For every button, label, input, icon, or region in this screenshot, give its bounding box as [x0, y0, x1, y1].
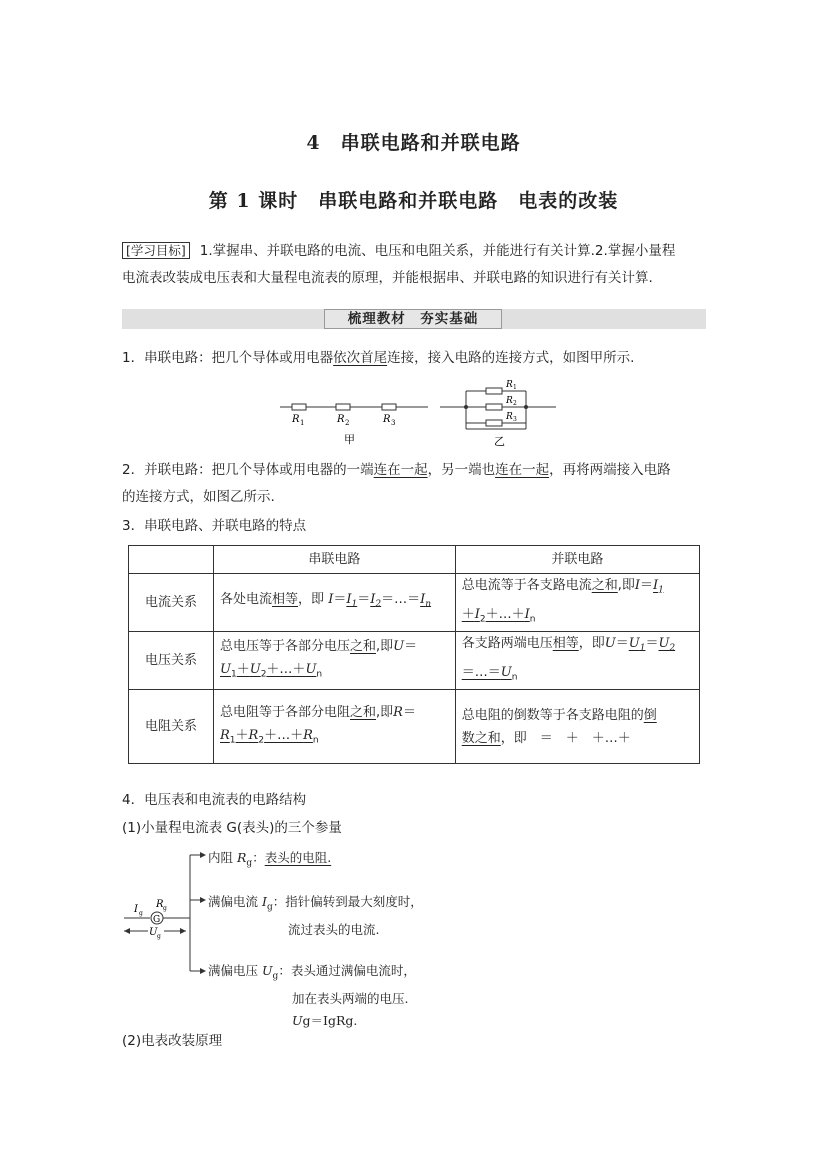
- table-header-blank: [129, 546, 214, 574]
- section-title: 4 串联电路和并联电路: [306, 132, 521, 154]
- series-resistance-formula: $R_1+R_2+\dots+R_n$: [220, 728, 319, 746]
- series-resistance-blank: 之和: [350, 705, 377, 721]
- galv-u-label: U: [149, 927, 158, 938]
- series-voltage-suffix: ,即: [376, 638, 394, 654]
- branch1-symbol: R: [237, 850, 247, 865]
- series-current-text: 各处电流: [220, 592, 273, 608]
- table-row-current: [129, 574, 700, 632]
- series-voltage-blank: 之和: [350, 638, 377, 654]
- galv-i-label: I: [134, 904, 138, 915]
- item2-blank2: 连在一起: [495, 462, 550, 478]
- objectives-line1: 1.掌握串、并联电路的电流、电压和电阻关系，并能进行有关计算.2.掌握小量程: [199, 243, 676, 259]
- series-resistor-3: [382, 404, 396, 410]
- branch3-desc2: 加在表头两端的电压.: [292, 990, 409, 1006]
- branch-internal-resistance: 内阻 $R_g$：表头的电阻.: [208, 850, 332, 869]
- item-series-circuit: [122, 345, 712, 372]
- series-voltage-text: 总电压等于各部分电压: [220, 638, 351, 654]
- cell-parallel-resistance: [455, 690, 699, 764]
- series-circuit-diagram: [280, 395, 430, 450]
- item-parallel-circuit: [122, 457, 712, 511]
- series-r3-label: R: [383, 414, 391, 425]
- galv-arrow-right-icon: [180, 928, 186, 934]
- cell-parallel-current: 总电流等于各支路电流之和,即$I=I_1$ $+I_2+\dots+I_n$: [455, 574, 699, 632]
- parallel-current-formula: I: [634, 578, 641, 593]
- objectives-line2: 电流表改装成电压表和大量程电流表的原理，并能根据串、并联电路的知识进行有关计算.: [122, 270, 653, 286]
- parallel-resistance-blank-b: 数之和: [461, 730, 501, 746]
- parallel-voltage-formula: $=\dots=U_n$: [461, 664, 518, 683]
- parallel-r1-label: R: [506, 380, 513, 390]
- galv-u-sub: g: [157, 933, 161, 940]
- branch1-label: 内阻: [208, 850, 234, 865]
- cell-parallel-voltage: 各支路两端电压相等，即$U=U_1=U_2$ $=\dots=U_n$: [455, 632, 699, 690]
- row-label-voltage: 电压关系: [129, 632, 214, 690]
- objectives-label: [学习目标]: [122, 242, 190, 259]
- item2-line2: 的连接方式，如图乙所示.: [122, 489, 275, 505]
- bracket-arrow-3-icon: [200, 968, 206, 974]
- item2-blank1: 连在一起: [373, 462, 428, 478]
- branch2-symbol: I: [262, 894, 267, 909]
- galv-arrow-left-icon: [124, 928, 130, 934]
- item2-p3: ，再将两端接入电路: [549, 462, 671, 478]
- parallel-r2-label: R: [506, 396, 513, 406]
- series-current-blank: 相等: [272, 592, 299, 608]
- banner-label: 梳理教材 夯实基础: [324, 309, 502, 329]
- galv-meter-label: G: [153, 915, 161, 925]
- cell-series-resistance: 总电阻等于各部分电阻之和,即R＝ $R_1+R_2+\dots+R_n$: [214, 690, 456, 764]
- parallel-resistance-suffix: ，即 ＝ ＋ ＋…＋: [500, 730, 631, 746]
- series-r2-sub: 2: [345, 419, 350, 427]
- series-r3-sub: 3: [391, 419, 396, 427]
- section-banner: [122, 309, 706, 329]
- parallel-voltage-suffix: ，即: [578, 636, 605, 652]
- series-resistance-suffix: ,即: [376, 705, 394, 721]
- parallel-voltage-blank: 相等: [552, 636, 579, 652]
- series-current-formula: I: [328, 592, 334, 608]
- item2-p2: ，另一端也: [427, 462, 496, 478]
- formula-symbol: U: [292, 1012, 303, 1028]
- item-galvanometer-params: (1)小量程电流表 G(表头)的三个参量: [122, 820, 342, 836]
- table-row-voltage: [129, 632, 700, 690]
- table-header-parallel: 并联电路: [455, 546, 699, 574]
- series-current-suffix: ，即: [298, 592, 325, 608]
- bracket-arrow-2-icon: [200, 897, 206, 903]
- parallel-r2-sub: 2: [513, 400, 517, 407]
- item-meter-conversion: (2)电表改装原理: [122, 1033, 223, 1049]
- branch1-sub: g: [246, 858, 253, 869]
- parallel-circuit-diagram: [440, 377, 560, 449]
- item1-blank: 依次首尾: [333, 350, 388, 366]
- cell-series-current: 各处电流相等，即 $I=I_1=I_2=\dots=I_n$: [214, 574, 456, 632]
- branch3-sub: g: [272, 971, 279, 982]
- table-header-series: 串联电路: [214, 546, 456, 574]
- series-voltage-formula: $U_1+U_2+\dots+U_n$: [220, 661, 323, 680]
- branch2-sub: g: [266, 902, 273, 913]
- item-meter-structure: 4．电压表和电流表的电路结构: [122, 792, 307, 808]
- series-resistor-1: [292, 404, 306, 410]
- item1-suffix: 连接，接入电路的连接方式，如图甲所示.: [387, 350, 635, 366]
- parallel-resistor-3: [486, 420, 502, 426]
- learning-objectives: [122, 237, 712, 292]
- parallel-resistor-2: [486, 404, 502, 410]
- series-caption: 甲: [344, 433, 355, 446]
- branch-full-scale-voltage: 满偏电压 $U_g$：表头通过满偏电流时， 加在表头两端的电压. Ug＝IgRg.: [208, 960, 416, 1032]
- row-label-resistance: 电阻关系: [129, 690, 214, 764]
- parallel-r1-sub: 1: [513, 384, 517, 391]
- item-characteristics: 3．串联电路、并联电路的特点: [122, 518, 307, 534]
- branch3-label: 满偏电压: [208, 963, 259, 978]
- branch3-symbol: U: [262, 963, 273, 978]
- item1-prefix: 1．串联电路：把几个导体或用电器: [122, 350, 334, 366]
- series-resistance-text: 总电阻等于各部分电阻: [220, 705, 351, 721]
- circuit-comparison-table: [128, 545, 700, 764]
- branch3-desc1: 表头通过满偏电流时，: [290, 963, 416, 978]
- parallel-r3-label: R: [506, 412, 513, 422]
- table-header-row: [129, 546, 700, 574]
- branch2-desc2: 流过表头的电流.: [288, 921, 380, 937]
- bracket-arrow-1-icon: [200, 852, 206, 858]
- branch-full-scale-current: 满偏电流 $I_g$：指针偏转到最大刻度时， 流过表头的电流.: [208, 891, 423, 941]
- table-row-resistance: [129, 690, 700, 764]
- parallel-resistance-text: 总电阻的倒数等于各支路电阻的: [461, 707, 644, 723]
- formula-rest: g＝IgRg.: [302, 1012, 358, 1028]
- galv-r-label: R: [156, 899, 164, 910]
- series-r2-label: R: [337, 414, 345, 425]
- parallel-resistance-blank-a: 倒: [643, 707, 657, 723]
- parallel-caption: 乙: [494, 435, 505, 448]
- parallel-r3-sub: 3: [513, 416, 517, 423]
- galv-r-sub: g: [163, 905, 167, 912]
- parallel-current-text: 总电流等于各支路电流: [461, 578, 592, 593]
- parallel-current-blank: 之和: [591, 578, 618, 593]
- branch1-desc: 表头的电阻.: [264, 850, 332, 865]
- row-label-current: 电流关系: [129, 574, 214, 632]
- galv-i-sub: g: [139, 910, 143, 917]
- parallel-current-suffix: ,即: [617, 578, 635, 593]
- series-r1-sub: 1: [300, 419, 305, 427]
- series-r1-label: R: [292, 414, 300, 425]
- branch2-desc1: 指针偏转到最大刻度时，: [285, 894, 423, 909]
- series-resistor-2: [336, 404, 350, 410]
- parallel-resistor-1: [486, 388, 502, 394]
- cell-series-voltage: 总电压等于各部分电压之和,即U＝ $U_1+U_2+\dots+U_n$: [214, 632, 456, 690]
- branch2-label: 满偏电流: [208, 894, 259, 909]
- item2-p1: 2．并联电路：把几个导体或用电器的一端: [122, 462, 374, 478]
- parallel-voltage-text: 各支路两端电压: [461, 636, 553, 652]
- lesson-title: 第 1 课时 串联电路和并联电路 电表的改装: [208, 190, 619, 212]
